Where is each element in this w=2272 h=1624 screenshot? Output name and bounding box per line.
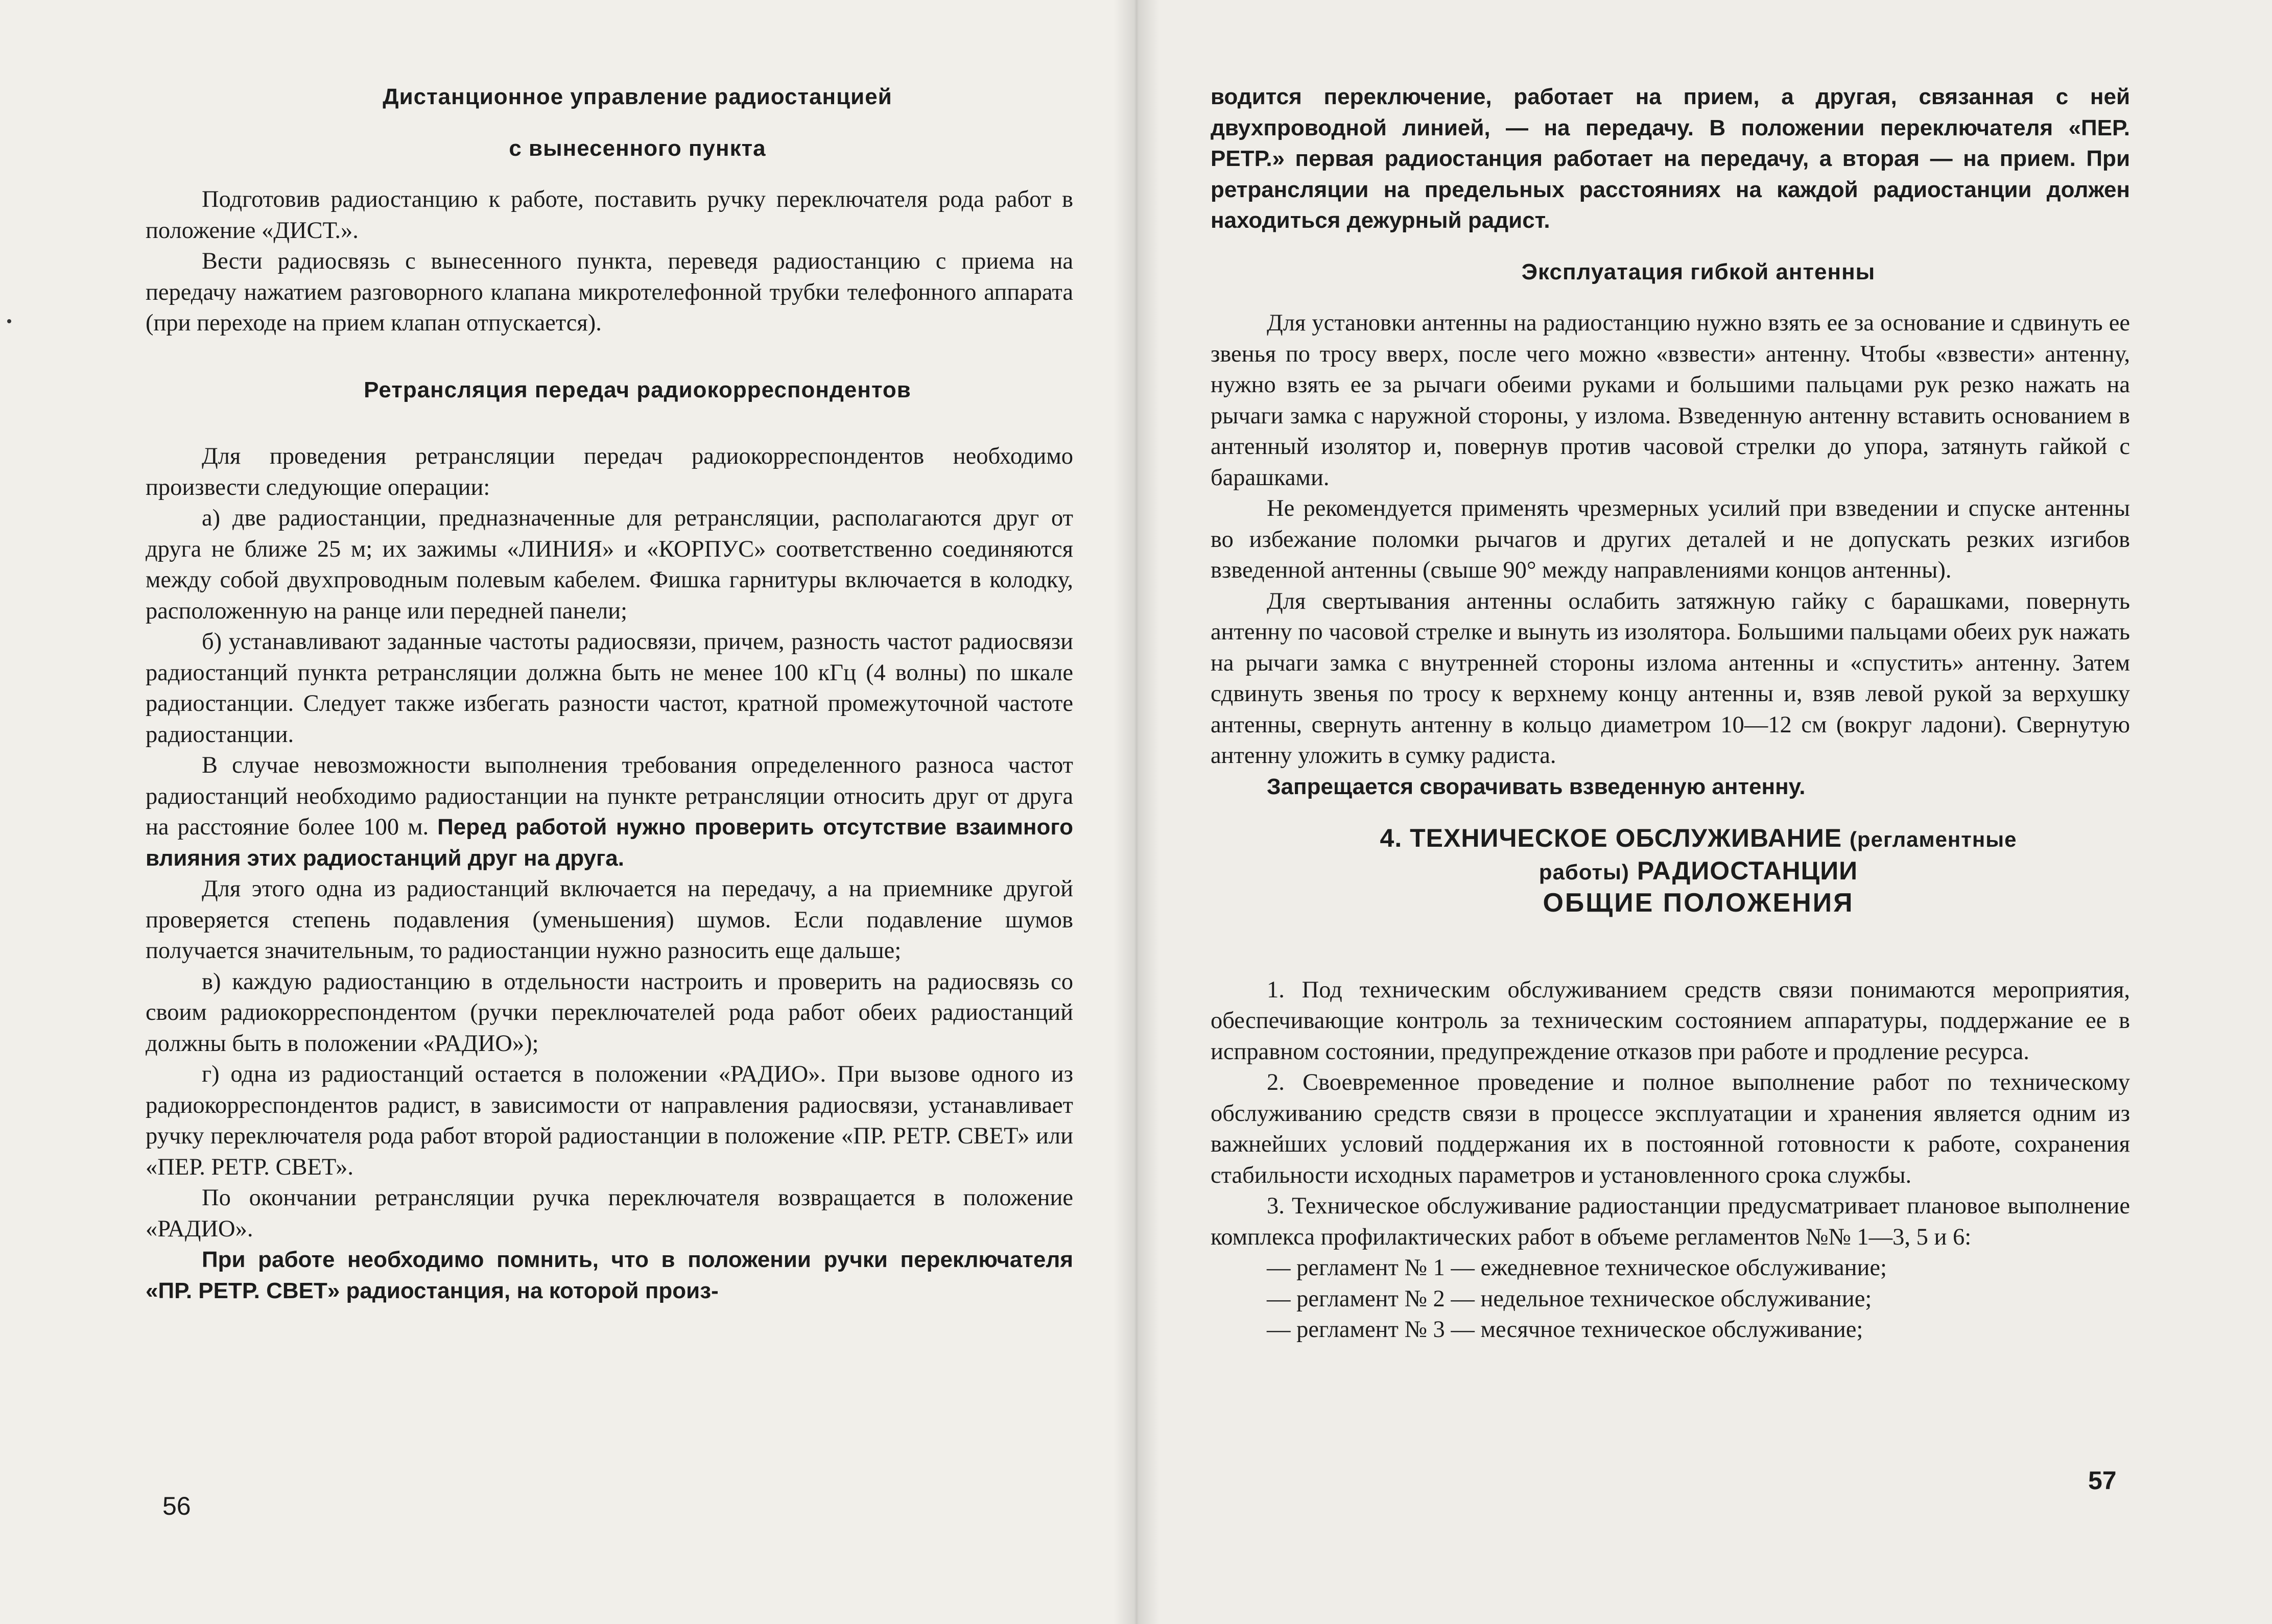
- paragraph: Вести радиосвязь с вынесенного пункта, переведя радиостанцию с приема на передачу нажатием разговорного клапана микротелефонной трубки телефонного аппарата (при переходе на прием клапан отпускается).: [146, 248, 1073, 336]
- paragraph: Для установки антенны на радиостанцию нужно взять ее за основание и сдвинуть ее звенья по тросу вверх, после чего можно «взвести» антенну. Чтобы «взвести» антенну, нужно взять ее за рычаги обеими руками и большими пальцами рук резко нажать на рычаги замка с наружной стороны, у излома. Взведенную антенну вставить основанием в антенный изолятор и, повернув против часовой стрелки до упора, затянуть гайкой с барашками.: [1211, 310, 2130, 491]
- paragraph: Для свертывания антенны ослабить затяжную гайку с барашками, повернуть антенну по часовой стрелке и вынуть из изолятора. Большими пальцами обеих рук нажать на рычаги замка с внутренней стороны излома антенны и «спустить» антенну. Затем сдвинуть звенья по тросу к верхнему концу антенны и, взяв левой рукой за верхушку антенны, свернуть антенну в кольцо диаметром 10—12 см (вокруг ладони). Свернутую антенну уложить в сумку радиста.: [1211, 588, 2130, 769]
- list-item: — регламент № 1 — ежедневное техническое обслуживание;: [1267, 1255, 1887, 1281]
- page-number-right: 57: [2088, 1466, 2117, 1495]
- section-heading-remote-control-line2: с вынесенного пункта: [509, 135, 766, 161]
- paragraph: Подготовив радиостанцию к работе, поставить ручку переключателя рода работ в положение «ДИСТ.».: [146, 186, 1073, 244]
- paragraph: Для проведения ретрансляции передач радиокорреспондентов необходимо произвести следующие операции:: [146, 443, 1073, 500]
- bold-note: При работе необходимо помнить, что в положении ручки переключателя «ПР. РЕТР. СВЕТ» радиостанция, на которой произ-: [146, 1247, 1073, 1303]
- paragraph: По окончании ретрансляции ручка переключателя возвращается в положение «РАДИО».: [146, 1185, 1073, 1242]
- paragraph-text: В случае невозможности выполнения требования определенного разноса частот радиостанций необходимо радиостанции на пункте ретрансляции относить друг от друга на расстояние более 100 м.: [146, 752, 1073, 840]
- bold-warning: Перед работой нужно проверить отсутствие взаимного влияния этих радиостанций друг на друга.: [146, 815, 1073, 871]
- paragraph: 1. Под техническим обслуживанием средств связи понимаются мероприятия, обеспечивающие контроль за техническим состоянием аппаратуры, поддержание ее в исправном состоянии, предупреждение отказов при работе и продление ресурса.: [1211, 976, 2130, 1065]
- list-item-a: а) две радиостанции, предназначенные для ретрансляции, располагаются друг от друга не ближе 25 м; их зажимы «ЛИНИЯ» и «КОРПУС» соответственно соединяются между собой двухпроводным полевым кабелем. Фишка гарнитуры включается в колодку, расположенную на ранце или передней панели;: [146, 505, 1073, 624]
- book-gutter: [1114, 0, 1159, 1624]
- section-heading-general: ОБЩИЕ ПОЛОЖЕНИЯ: [1543, 888, 1854, 918]
- list-item: — регламент № 3 — месячное техническое обслуживание;: [1267, 1317, 1863, 1343]
- section-heading-antenna: Эксплуатация гибкой антенны: [1521, 259, 1876, 284]
- page-number-left: 56: [162, 1492, 191, 1520]
- chapter-heading: [1211, 823, 2130, 855]
- chapter-heading-sub2: работы): [1539, 859, 1629, 884]
- paragraph: Для этого одна из радиостанций включается на передачу, а на приемнике другой проверяется степень подавления (уменьшения) шумов. Если подавление шумов получается значительным, то радиостанции нужно разносить еще дальше;: [146, 876, 1073, 964]
- right-text-column: [1211, 82, 2130, 1346]
- chapter-heading-sub: (регламентные: [1850, 827, 2017, 851]
- left-text-column: [146, 82, 1073, 1306]
- chapter-heading-line2: [1211, 855, 2130, 888]
- scan-speck: [7, 319, 11, 323]
- bold-prohibition: Запрещается сворачивать взведенную антенну.: [1267, 774, 1806, 799]
- right-page: [1136, 0, 2272, 1624]
- list-item-b: б) устанавливают заданные частоты радиосвязи, причем, разность частот радиосвязи радиостанций пункта ретрансляции должна быть не менее 100 кГц (4 волны) по шкале радиостанции. Следует также избегать разности частот, кратной промежуточной частоте радиостанции.: [146, 629, 1073, 748]
- section-heading-remote-control-line1: Дистанционное управление радиостанцией: [383, 84, 892, 109]
- bold-continuation: водится переключение, работает на прием, а другая, связанная с ней двухпроводной линией, — на передачу. В положении переключателя «ПЕР. РЕТР.» первая радиостанция работает на передачу, а вторая — на прием. При ретрансляции на предельных расстояниях на каждой радиостанции должен находиться дежурный радист.: [1211, 84, 2130, 233]
- paragraph: Не рекомендуется применять чрезмерных усилий при взведении и спуске антенны во избежание поломки рычагов и других деталей и не допускать резких изгибов взведенной антенны (свыше 90° между направлениями концов антенны).: [1211, 495, 2130, 583]
- section-heading-relay: Ретрансляция передач радиокорреспондентов: [364, 377, 911, 402]
- chapter-heading-end: РАДИОСТАНЦИИ: [1637, 856, 1858, 885]
- list-item: — регламент № 2 — недельное техническое обслуживание;: [1267, 1285, 1872, 1312]
- paragraph: 3. Техническое обслуживание радиостанции предусматривает плановое выполнение комплекса профилактических работ в объеме регламентов №№ 1—3, 5 и 6:: [1211, 1193, 2130, 1250]
- paragraph: 2. Своевременное проведение и полное выполнение работ по техническому обслуживанию средств связи в процессе эксплуатации и хранения является одним из важнейших условий поддержания их в постоянной готовности к работе, сохранения стабильности исходных параметров и установленного срока службы.: [1211, 1069, 2130, 1188]
- chapter-heading-main: 4. ТЕХНИЧЕСКОЕ ОБСЛУЖИВАНИЕ: [1380, 824, 1842, 852]
- list-item-c: в) каждую радиостанцию в отдельности настроить и проверить на радиосвязь со своим радиокорреспондентом (ручки переключателей рода работ обеих радиостанций должны быть в положении «РАДИО»);: [146, 968, 1073, 1057]
- paragraph: [146, 750, 1073, 874]
- list-item-d: г) одна из радиостанций остается в положении «РАДИО». При вызове одного из радиокорреспондентов радист, в зависимости от направления радиосвязи, устанавливает ручку переключателя рода работ второй радиостанции в положение «ПР. РЕТР. СВЕТ» или «ПЕР. РЕТР. СВЕТ».: [146, 1061, 1073, 1180]
